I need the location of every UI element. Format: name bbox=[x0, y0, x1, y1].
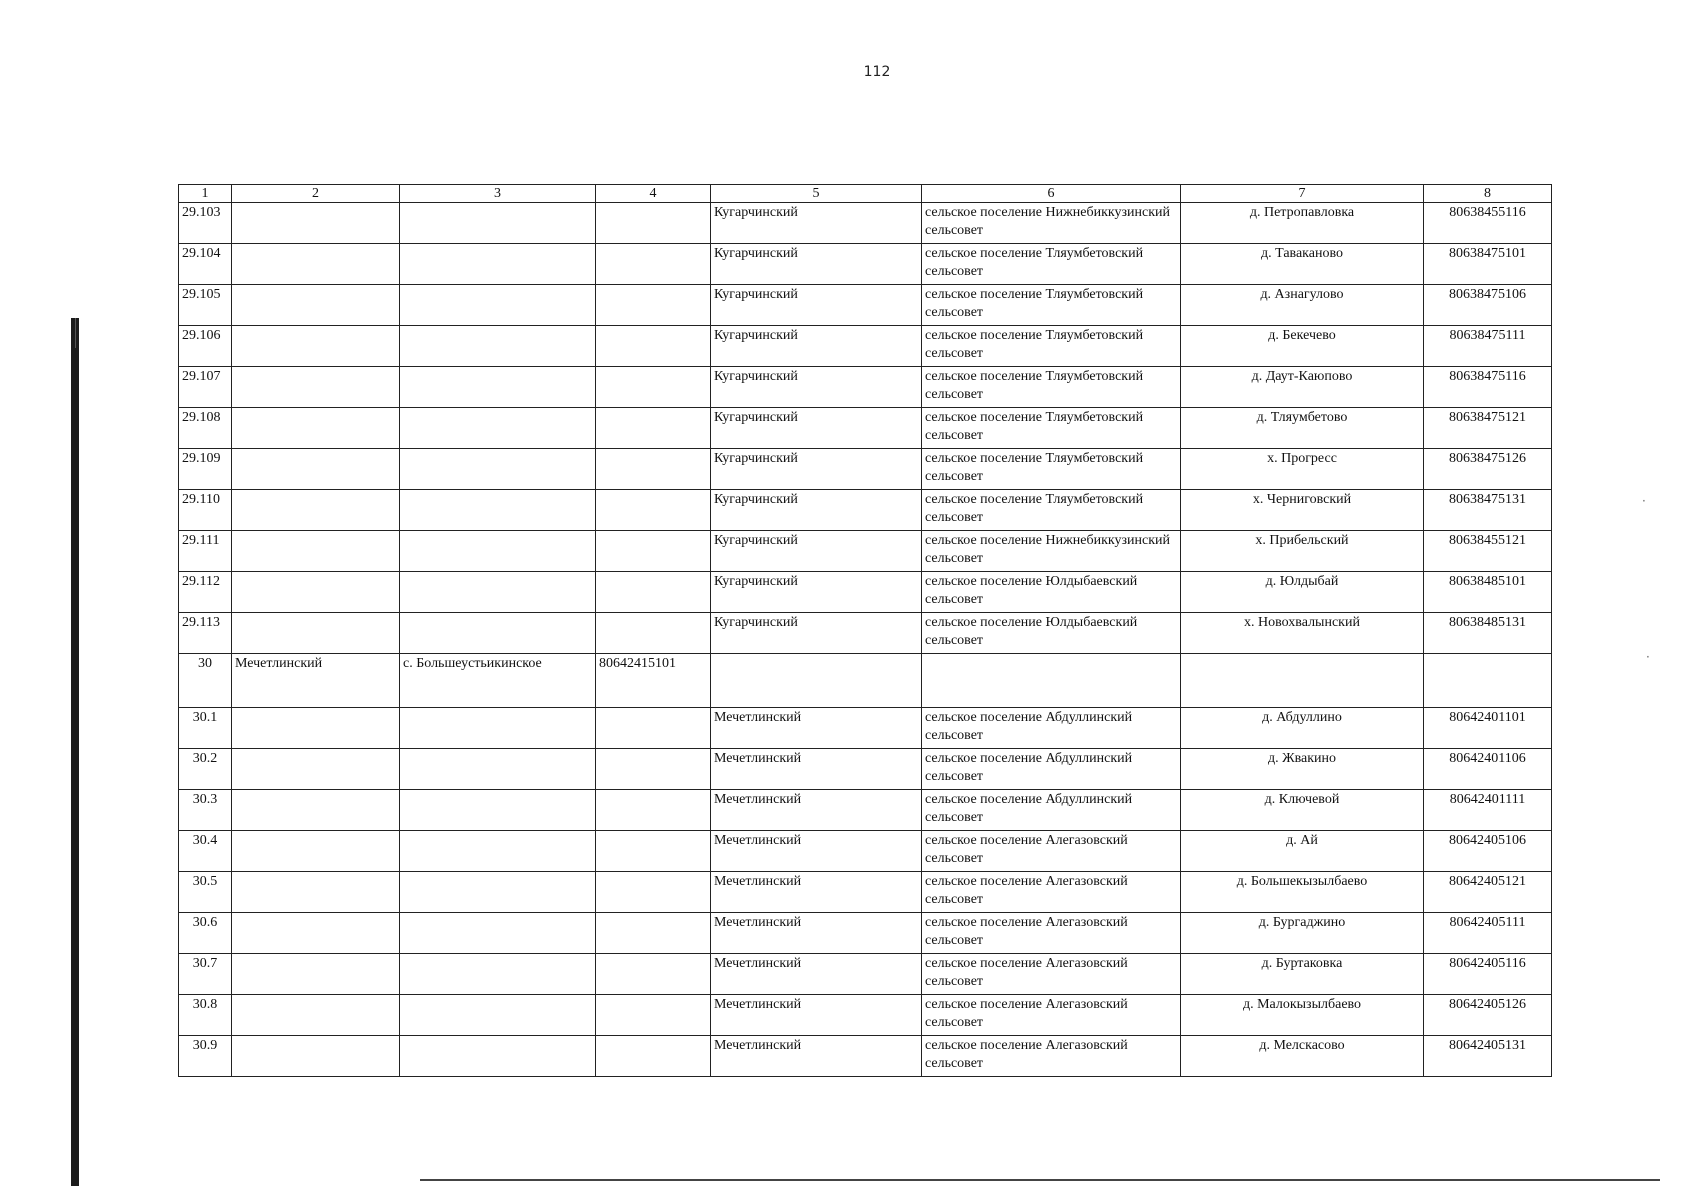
settlement-name-cell: д. Азнагулово bbox=[1181, 285, 1424, 326]
admin-center-code-cell bbox=[596, 203, 711, 244]
settlement-body-cell: сельское поселение Абдуллинский сельсовет bbox=[922, 749, 1181, 790]
district-cell bbox=[232, 203, 400, 244]
municipality-cell: Кугарчинский bbox=[711, 367, 922, 408]
municipality-cell: Кугарчинский bbox=[711, 203, 922, 244]
settlement-body-cell: сельское поселение Алегазовский сельсовет bbox=[922, 831, 1181, 872]
table-row bbox=[179, 1036, 1552, 1077]
district-cell bbox=[232, 913, 400, 954]
table-row bbox=[179, 572, 1552, 613]
admin-center-cell bbox=[400, 613, 596, 654]
admin-center-code-cell bbox=[596, 749, 711, 790]
settlement-body-cell: сельское поселение Тляумбетовский сельсовет bbox=[922, 244, 1181, 285]
table-row bbox=[179, 449, 1552, 490]
municipality-cell: Кугарчинский bbox=[711, 613, 922, 654]
header-col-7: 7 bbox=[1181, 185, 1424, 203]
oktmo-code-cell: 80638475126 bbox=[1424, 449, 1552, 490]
header-col-2: 2 bbox=[232, 185, 400, 203]
admin-center-code-cell bbox=[596, 831, 711, 872]
oktmo-code-cell: 80638475131 bbox=[1424, 490, 1552, 531]
settlement-body-cell: сельское поселение Тляумбетовский сельсовет bbox=[922, 285, 1181, 326]
scan-edge-mark bbox=[75, 318, 76, 348]
settlement-body-cell: сельское поселение Абдуллинский сельсовет bbox=[922, 790, 1181, 831]
row-number-cell: 29.112 bbox=[179, 572, 232, 613]
settlement-name-cell: х. Прибельский bbox=[1181, 531, 1424, 572]
admin-center-cell bbox=[400, 367, 596, 408]
table-row bbox=[179, 367, 1552, 408]
oktmo-code-cell: 80642401101 bbox=[1424, 708, 1552, 749]
scan-edge-bar bbox=[71, 318, 79, 1186]
settlement-body-cell: сельское поселение Юлдыбаевский сельсовет bbox=[922, 572, 1181, 613]
district-cell bbox=[232, 326, 400, 367]
row-number-cell: 29.104 bbox=[179, 244, 232, 285]
municipality-cell: Мечетлинский bbox=[711, 831, 922, 872]
row-number-cell: 29.110 bbox=[179, 490, 232, 531]
table-row bbox=[179, 913, 1552, 954]
municipality-cell: Кугарчинский bbox=[711, 531, 922, 572]
admin-center-cell bbox=[400, 408, 596, 449]
oktmo-code-cell: 80642405111 bbox=[1424, 913, 1552, 954]
oktmo-code-cell: 80638475121 bbox=[1424, 408, 1552, 449]
settlements-table bbox=[178, 184, 1552, 1077]
oktmo-code-cell: 80638485101 bbox=[1424, 572, 1552, 613]
settlement-body-cell: сельское поселение Алегазовский сельсовет bbox=[922, 872, 1181, 913]
settlement-body-cell: сельское поселение Нижнебиккузинский сельсовет bbox=[922, 203, 1181, 244]
row-number-cell: 29.107 bbox=[179, 367, 232, 408]
settlement-name-cell: д. Бургаджино bbox=[1181, 913, 1424, 954]
oktmo-code-cell: 80642405131 bbox=[1424, 1036, 1552, 1077]
row-number-cell: 30.2 bbox=[179, 749, 232, 790]
municipality-cell: Кугарчинский bbox=[711, 244, 922, 285]
admin-center-cell: с. Большеустьикинское bbox=[400, 654, 596, 708]
district-cell bbox=[232, 408, 400, 449]
row-number-cell: 30.7 bbox=[179, 954, 232, 995]
oktmo-code-cell: 80638455116 bbox=[1424, 203, 1552, 244]
district-cell bbox=[232, 531, 400, 572]
row-number-cell: 30 bbox=[179, 654, 232, 708]
settlement-name-cell: д. Бекечево bbox=[1181, 326, 1424, 367]
row-number-cell: 29.109 bbox=[179, 449, 232, 490]
municipality-cell: Кугарчинский bbox=[711, 285, 922, 326]
admin-center-cell bbox=[400, 203, 596, 244]
table-header bbox=[179, 185, 1552, 203]
municipality-cell bbox=[711, 654, 922, 708]
municipality-cell: Кугарчинский bbox=[711, 408, 922, 449]
settlement-name-cell: х. Прогресс bbox=[1181, 449, 1424, 490]
settlement-name-cell: д. Петропавловка bbox=[1181, 203, 1424, 244]
oktmo-code-cell bbox=[1424, 654, 1552, 708]
oktmo-code-cell: 80642405106 bbox=[1424, 831, 1552, 872]
admin-center-code-cell: 80642415101 bbox=[596, 654, 711, 708]
header-col-3: 3 bbox=[400, 185, 596, 203]
admin-center-cell bbox=[400, 790, 596, 831]
settlement-name-cell: д. Жвакино bbox=[1181, 749, 1424, 790]
row-number-cell: 29.103 bbox=[179, 203, 232, 244]
settlement-name-cell: д. Тляумбетово bbox=[1181, 408, 1424, 449]
table-row bbox=[179, 790, 1552, 831]
admin-center-code-cell bbox=[596, 913, 711, 954]
municipality-cell: Мечетлинский bbox=[711, 790, 922, 831]
row-number-cell: 30.1 bbox=[179, 708, 232, 749]
oktmo-code-cell: 80638475116 bbox=[1424, 367, 1552, 408]
district-cell bbox=[232, 954, 400, 995]
oktmo-code-cell: 80638485131 bbox=[1424, 613, 1552, 654]
district-cell bbox=[232, 244, 400, 285]
settlement-body-cell: сельское поселение Тляумбетовский сельсовет bbox=[922, 326, 1181, 367]
admin-center-code-cell bbox=[596, 954, 711, 995]
settlement-body-cell: сельское поселение Нижнебиккузинский сельсовет bbox=[922, 531, 1181, 572]
admin-center-cell bbox=[400, 708, 596, 749]
admin-center-code-cell bbox=[596, 1036, 711, 1077]
table-row bbox=[179, 831, 1552, 872]
table-row bbox=[179, 531, 1552, 572]
district-cell bbox=[232, 708, 400, 749]
district-cell bbox=[232, 613, 400, 654]
oktmo-code-cell: 80638475111 bbox=[1424, 326, 1552, 367]
row-number-cell: 29.105 bbox=[179, 285, 232, 326]
oktmo-code-cell: 80638475101 bbox=[1424, 244, 1552, 285]
settlement-body-cell: сельское поселение Тляумбетовский сельсовет bbox=[922, 367, 1181, 408]
admin-center-cell bbox=[400, 872, 596, 913]
oktmo-code-cell: 80642401106 bbox=[1424, 749, 1552, 790]
admin-center-code-cell bbox=[596, 490, 711, 531]
municipality-cell: Мечетлинский bbox=[711, 872, 922, 913]
admin-center-cell bbox=[400, 1036, 596, 1077]
district-cell bbox=[232, 572, 400, 613]
municipality-cell: Мечетлинский bbox=[711, 913, 922, 954]
admin-center-cell bbox=[400, 913, 596, 954]
settlement-name-cell bbox=[1181, 654, 1424, 708]
settlement-name-cell: д. Даут-Каюпово bbox=[1181, 367, 1424, 408]
admin-center-cell bbox=[400, 749, 596, 790]
admin-center-cell bbox=[400, 244, 596, 285]
row-number-cell: 29.106 bbox=[179, 326, 232, 367]
admin-center-code-cell bbox=[596, 613, 711, 654]
settlement-body-cell: сельское поселение Алегазовский сельсовет bbox=[922, 954, 1181, 995]
district-cell bbox=[232, 367, 400, 408]
settlement-body-cell: сельское поселение Алегазовский сельсовет bbox=[922, 913, 1181, 954]
scan-speck: · bbox=[1646, 650, 1650, 664]
settlement-body-cell: сельское поселение Тляумбетовский сельсовет bbox=[922, 449, 1181, 490]
admin-center-code-cell bbox=[596, 995, 711, 1036]
table-row bbox=[179, 708, 1552, 749]
municipality-cell: Кугарчинский bbox=[711, 572, 922, 613]
admin-center-cell bbox=[400, 531, 596, 572]
table-row bbox=[179, 995, 1552, 1036]
settlement-body-cell: сельское поселение Тляумбетовский сельсовет bbox=[922, 408, 1181, 449]
admin-center-cell bbox=[400, 490, 596, 531]
settlement-name-cell: д. Таваканово bbox=[1181, 244, 1424, 285]
settlement-body-cell: сельское поселение Абдуллинский сельсовет bbox=[922, 708, 1181, 749]
page-number: 112 bbox=[863, 64, 891, 80]
oktmo-code-cell: 80642405116 bbox=[1424, 954, 1552, 995]
settlement-body-cell: сельское поселение Тляумбетовский сельсовет bbox=[922, 490, 1181, 531]
row-number-cell: 29.113 bbox=[179, 613, 232, 654]
municipality-cell: Мечетлинский bbox=[711, 954, 922, 995]
oktmo-code-cell: 80638475106 bbox=[1424, 285, 1552, 326]
header-col-5: 5 bbox=[711, 185, 922, 203]
scan-bottom-line bbox=[420, 1179, 1660, 1181]
admin-center-code-cell bbox=[596, 326, 711, 367]
settlement-body-cell: сельское поселение Алегазовский сельсовет bbox=[922, 1036, 1181, 1077]
admin-center-code-cell bbox=[596, 572, 711, 613]
oktmo-code-cell: 80642401111 bbox=[1424, 790, 1552, 831]
district-cell bbox=[232, 285, 400, 326]
district-cell bbox=[232, 872, 400, 913]
header-col-8: 8 bbox=[1424, 185, 1552, 203]
admin-center-cell bbox=[400, 995, 596, 1036]
district-cell bbox=[232, 490, 400, 531]
admin-center-code-cell bbox=[596, 408, 711, 449]
settlement-name-cell: х. Новохвалынский bbox=[1181, 613, 1424, 654]
admin-center-cell bbox=[400, 449, 596, 490]
municipality-cell: Мечетлинский bbox=[711, 749, 922, 790]
settlement-name-cell: д. Юлдыбай bbox=[1181, 572, 1424, 613]
row-number-cell: 30.4 bbox=[179, 831, 232, 872]
district-cell bbox=[232, 749, 400, 790]
table-row bbox=[179, 613, 1552, 654]
row-number-cell: 29.111 bbox=[179, 531, 232, 572]
settlement-body-cell: сельское поселение Алегазовский сельсовет bbox=[922, 995, 1181, 1036]
table-row bbox=[179, 285, 1552, 326]
row-number-cell: 30.9 bbox=[179, 1036, 232, 1077]
table-row bbox=[179, 408, 1552, 449]
oktmo-code-cell: 80642405121 bbox=[1424, 872, 1552, 913]
settlement-name-cell: д. Ай bbox=[1181, 831, 1424, 872]
admin-center-code-cell bbox=[596, 531, 711, 572]
row-number-cell: 30.6 bbox=[179, 913, 232, 954]
municipality-cell: Мечетлинский bbox=[711, 708, 922, 749]
municipality-cell: Кугарчинский bbox=[711, 326, 922, 367]
district-cell bbox=[232, 995, 400, 1036]
table-row bbox=[179, 326, 1552, 367]
oktmo-code-cell: 80638455121 bbox=[1424, 531, 1552, 572]
municipality-cell: Кугарчинский bbox=[711, 490, 922, 531]
admin-center-code-cell bbox=[596, 872, 711, 913]
settlement-name-cell: д. Большекызылбаево bbox=[1181, 872, 1424, 913]
municipality-cell: Мечетлинский bbox=[711, 995, 922, 1036]
table-row bbox=[179, 954, 1552, 995]
table-row bbox=[179, 203, 1552, 244]
settlement-body-cell: сельское поселение Юлдыбаевский сельсовет bbox=[922, 613, 1181, 654]
admin-center-cell bbox=[400, 326, 596, 367]
table-row bbox=[179, 490, 1552, 531]
district-cell bbox=[232, 790, 400, 831]
settlement-name-cell: д. Ключевой bbox=[1181, 790, 1424, 831]
scan-speck: · bbox=[1642, 494, 1646, 508]
settlement-name-cell: д. Малокызылбаево bbox=[1181, 995, 1424, 1036]
row-number-cell: 30.8 bbox=[179, 995, 232, 1036]
admin-center-cell bbox=[400, 285, 596, 326]
admin-center-cell bbox=[400, 954, 596, 995]
admin-center-code-cell bbox=[596, 244, 711, 285]
district-cell bbox=[232, 831, 400, 872]
district-cell bbox=[232, 449, 400, 490]
header-col-6: 6 bbox=[922, 185, 1181, 203]
row-number-cell: 30.3 bbox=[179, 790, 232, 831]
settlement-body-cell bbox=[922, 654, 1181, 708]
table-row bbox=[179, 654, 1552, 708]
oktmo-code-cell: 80642405126 bbox=[1424, 995, 1552, 1036]
header-row bbox=[179, 185, 1552, 203]
admin-center-code-cell bbox=[596, 449, 711, 490]
admin-center-code-cell bbox=[596, 790, 711, 831]
admin-center-code-cell bbox=[596, 708, 711, 749]
settlement-name-cell: д. Буртаковка bbox=[1181, 954, 1424, 995]
row-number-cell: 29.108 bbox=[179, 408, 232, 449]
header-col-1: 1 bbox=[179, 185, 232, 203]
table-body bbox=[179, 203, 1552, 1077]
district-cell bbox=[232, 1036, 400, 1077]
settlement-name-cell: д. Мелскасово bbox=[1181, 1036, 1424, 1077]
admin-center-code-cell bbox=[596, 367, 711, 408]
admin-center-cell bbox=[400, 831, 596, 872]
table-row bbox=[179, 872, 1552, 913]
table-row bbox=[179, 749, 1552, 790]
settlement-name-cell: х. Черниговский bbox=[1181, 490, 1424, 531]
municipality-cell: Кугарчинский bbox=[711, 449, 922, 490]
district-cell: Мечетлинский bbox=[232, 654, 400, 708]
header-col-4: 4 bbox=[596, 185, 711, 203]
admin-center-code-cell bbox=[596, 285, 711, 326]
admin-center-cell bbox=[400, 572, 596, 613]
row-number-cell: 30.5 bbox=[179, 872, 232, 913]
municipality-cell: Мечетлинский bbox=[711, 1036, 922, 1077]
settlement-name-cell: д. Абдуллино bbox=[1181, 708, 1424, 749]
table-row bbox=[179, 244, 1552, 285]
